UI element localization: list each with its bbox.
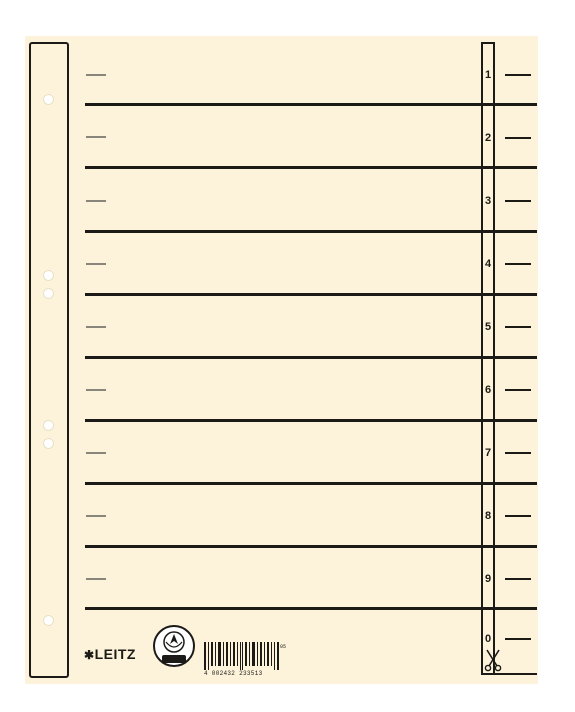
tab-number-6: 6 xyxy=(484,384,492,396)
divider-sheet xyxy=(25,36,538,684)
tab-number-1: 1 xyxy=(484,69,492,81)
label-dash xyxy=(86,136,106,138)
section-rule xyxy=(85,545,537,548)
tab-number-7: 7 xyxy=(484,447,492,459)
section-rule xyxy=(85,356,537,359)
tab-number-8: 8 xyxy=(484,510,492,522)
scissors-icon xyxy=(484,648,502,672)
punch-hole xyxy=(43,94,54,105)
tab-label-line xyxy=(505,515,531,517)
punch-hole xyxy=(43,270,54,281)
tab-label-line xyxy=(505,326,531,328)
binding-strip xyxy=(29,42,69,678)
tab-number-3: 3 xyxy=(484,195,492,207)
leitz-logo-icon: ✱LEITZ xyxy=(84,646,136,662)
label-dash xyxy=(86,326,106,328)
tab-number-4: 4 xyxy=(484,258,492,270)
section-rule xyxy=(85,103,537,106)
tab-label-line xyxy=(505,389,531,391)
tab-number-9: 9 xyxy=(484,573,492,585)
brand-name: LEITZ xyxy=(94,646,136,662)
tab-number-5: 5 xyxy=(484,321,492,333)
tab-column-top xyxy=(481,42,495,44)
tab-number-2: 2 xyxy=(484,132,492,144)
tab-label-line xyxy=(505,263,531,265)
tab-label-line xyxy=(505,578,531,580)
barcode-addon: 05 xyxy=(280,644,287,650)
tab-number-0: 0 xyxy=(484,633,492,645)
punch-hole xyxy=(43,288,54,299)
section-rule xyxy=(85,293,537,296)
section-rule xyxy=(85,166,537,169)
section-rule xyxy=(85,419,537,422)
tab-column-bottom xyxy=(481,673,537,675)
section-rule xyxy=(85,482,537,485)
label-dash xyxy=(86,515,106,517)
label-dash xyxy=(86,74,106,76)
tab-label-line xyxy=(505,137,531,139)
tab-label-line xyxy=(505,74,531,76)
label-dash xyxy=(86,389,106,391)
section-rule xyxy=(85,230,537,233)
tab-label-line xyxy=(505,638,531,640)
blue-angel-seal-icon xyxy=(152,624,196,668)
section-rule xyxy=(85,607,537,610)
punch-hole xyxy=(43,438,54,449)
punch-hole xyxy=(43,420,54,431)
tab-label-line xyxy=(505,200,531,202)
label-dash xyxy=(86,452,106,454)
label-dash xyxy=(86,578,106,580)
barcode-number: 4 002432 233513 xyxy=(204,670,263,677)
tab-label-line xyxy=(505,452,531,454)
label-dash xyxy=(86,200,106,202)
punch-hole xyxy=(43,615,54,626)
label-dash xyxy=(86,263,106,265)
